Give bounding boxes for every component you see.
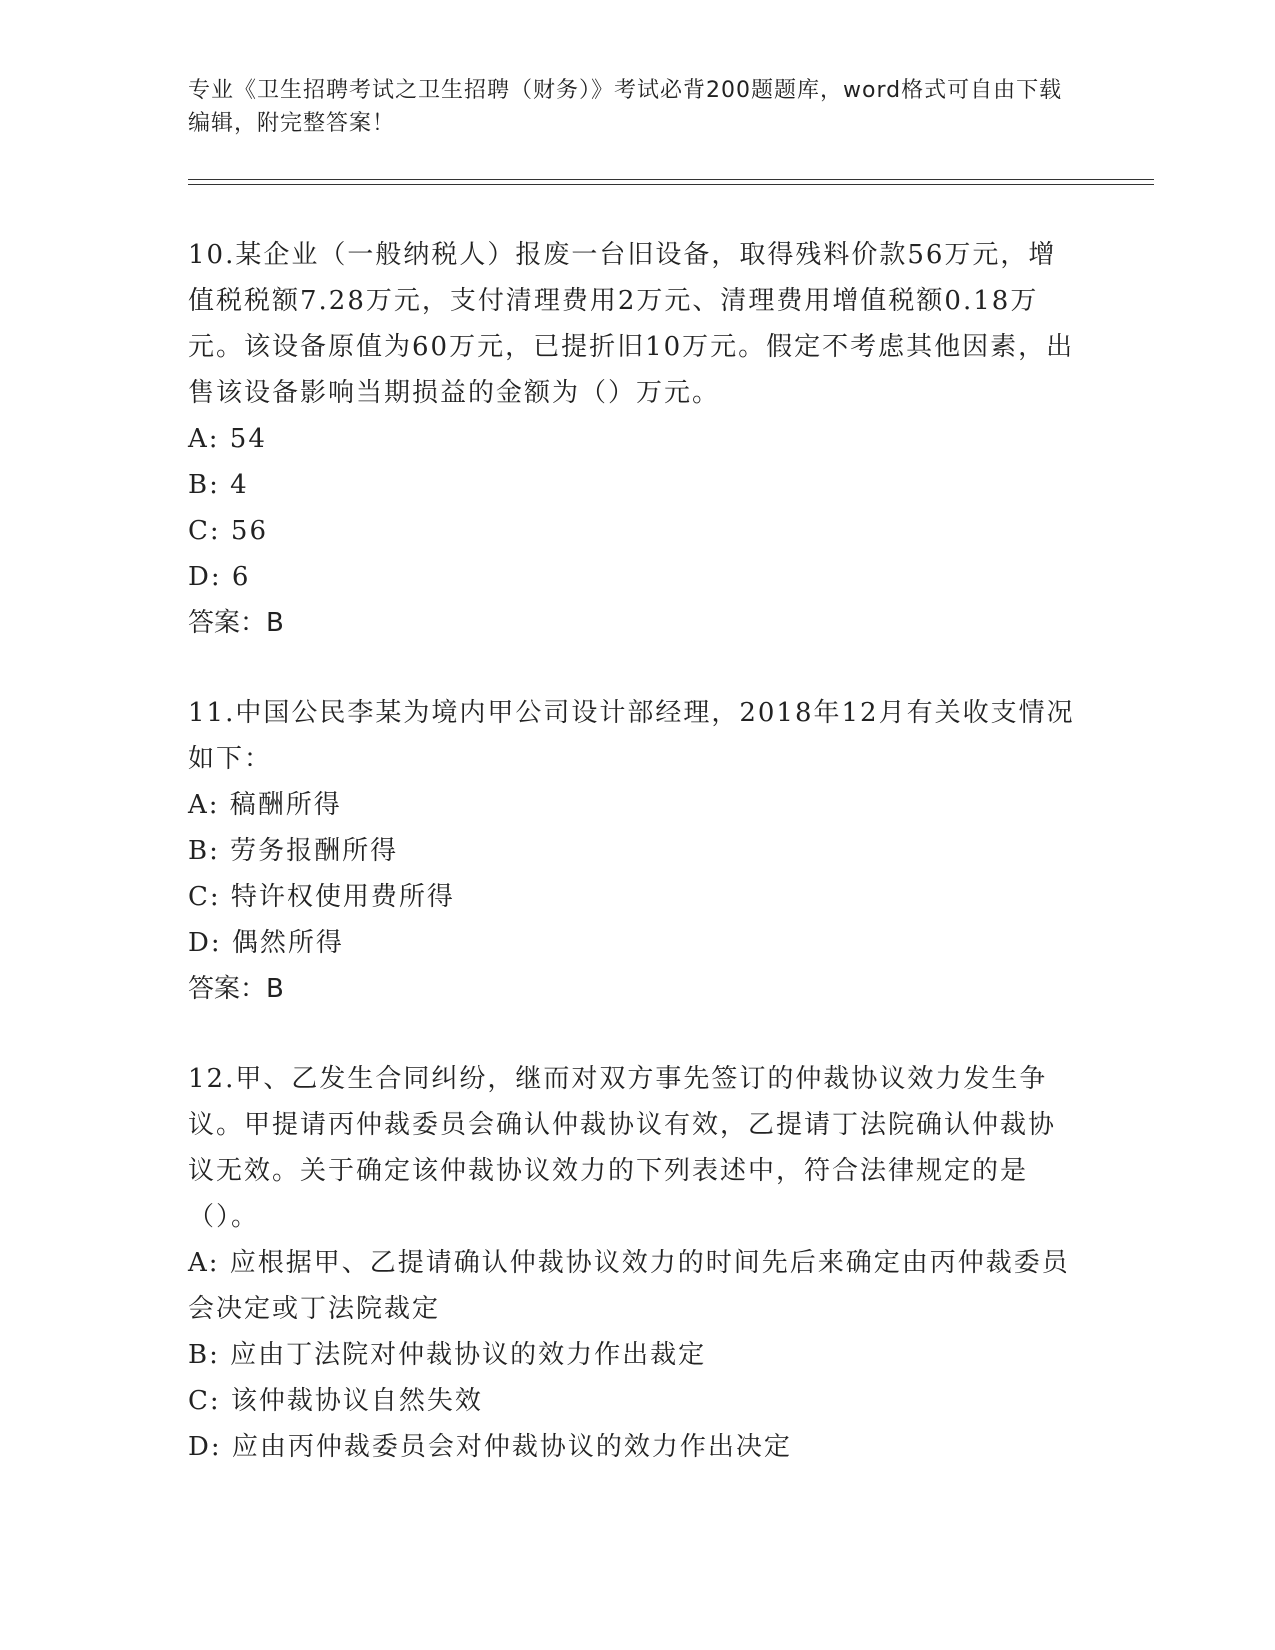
option-b: B: 4: [188, 470, 249, 500]
question-11: [188, 690, 1078, 1012]
answer-label: 答案：B: [188, 608, 284, 638]
question-10: [188, 232, 1078, 646]
option-d: D: 偶然所得: [188, 928, 344, 958]
header-divider-top: [188, 179, 1154, 180]
option-b: B: 应由丁法院对仲裁协议的效力作出裁定: [188, 1340, 707, 1370]
question-spacer: [188, 1012, 1078, 1056]
question-12: [188, 1056, 1078, 1470]
question-text: 12.甲、乙发生合同纠纷，继而对双方事先签订的仲裁协议效力发生争议。甲提请丙仲裁委员会确认仲裁协议有效，乙提请丁法院确认仲裁协议无效。关于确定该仲裁协议效力的下列表述中，符合法律规定的是（）。: [188, 1064, 1057, 1232]
document-header: 专业《卫生招聘考试之卫生招聘（财务）》考试必背200题题库，word格式可自由下载编辑，附完整答案！: [188, 78, 1063, 136]
question-list: [188, 232, 1078, 1470]
option-c: C: 该仲裁协议自然失效: [188, 1386, 483, 1416]
option-a: A: 稿酬所得: [188, 790, 342, 820]
option-d: D: 应由丙仲裁委员会对仲裁协议的效力作出决定: [188, 1432, 792, 1462]
option-b: B: 劳务报酬所得: [188, 836, 399, 866]
option-a: A: 54: [188, 424, 267, 454]
answer-label: 答案：B: [188, 974, 284, 1004]
question-text: 10.某企业（一般纳税人）报废一台旧设备，取得残料价款56万元，增值税税额7.28万元，支付清理费用2万元、清理费用增值税额0.18万元。该设备原值为60万元，已提折旧10万元。假定不考虑其他因素，出售该设备影响当期损益的金额为（）万元。: [188, 240, 1075, 408]
header-divider-bottom: [188, 184, 1154, 185]
option-d: D: 6: [188, 562, 251, 592]
option-c: C: 特许权使用费所得: [188, 882, 455, 912]
question-text: 11.中国公民李某为境内甲公司设计部经理，2018年12月有关收支情况如下：: [188, 698, 1075, 774]
question-spacer: [188, 646, 1078, 690]
option-a: A: 应根据甲、乙提请确认仲裁协议效力的时间先后来确定由丙仲裁委员会决定或丁法院裁定: [188, 1248, 1070, 1324]
option-c: C: 56: [188, 516, 269, 546]
